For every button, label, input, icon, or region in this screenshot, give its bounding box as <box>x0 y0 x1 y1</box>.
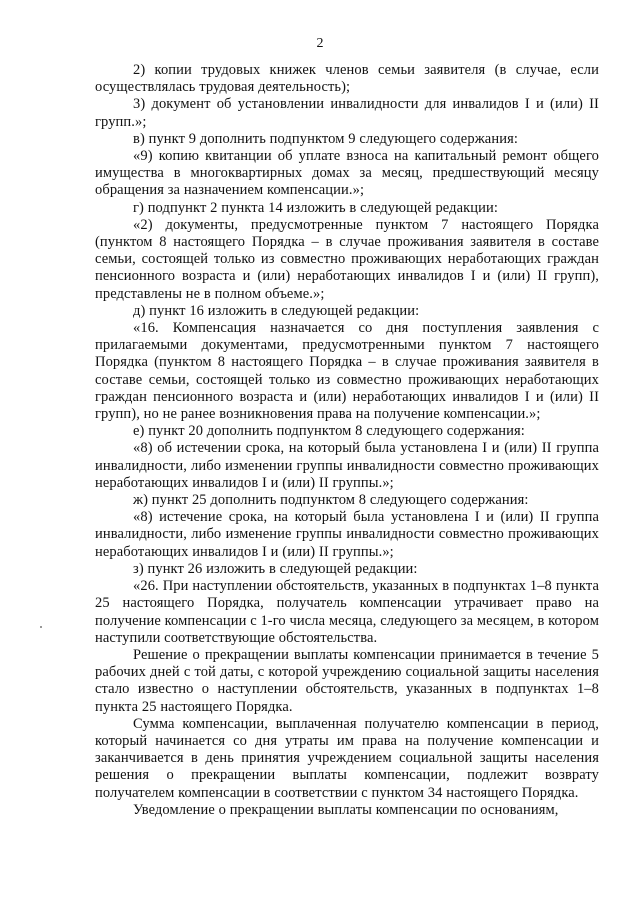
paragraph: Уведомление о прекращении выплаты компенсации по основаниям, <box>133 801 559 818</box>
page-number: 2 <box>316 36 324 51</box>
paragraph: «26. При наступлении обстоятельств, указанных в подпунктах 1–8 пункта 25 настоящего Порядка, получатель компенсации утрачивает право на получение компенсации с 1-го числа месяца, следующего за месяцем, в котором наступили соответствующие обстоятельства. <box>95 578 599 646</box>
paragraph: в) пункт 9 дополнить подпунктом 9 следующего содержания: <box>133 130 518 147</box>
paragraph: «8) истечение срока, на который была установлена I и (или) II группа инвалидности, либо изменение группы инвалидности совместно проживающих неработающих инвалидов I и (или) II группы.»; <box>95 509 599 560</box>
paragraph: Сумма компенсации, выплаченная получателю компенсации в период, который начинается со дня утраты им права на получение компенсации и заканчивается в день принятия учреждением социальной защиты населения решения о прекращении выплаты компенсации, подлежит возврату получателем компенсации в соответствии с пунктом 34 настоящего Порядка. <box>95 715 599 801</box>
paragraph: е) пункт 20 дополнить подпунктом 8 следующего содержания: <box>133 423 525 440</box>
document-body <box>95 62 599 819</box>
paragraph: г) подпункт 2 пункта 14 изложить в следующей редакции: <box>133 199 499 216</box>
paragraph: «9) копию квитанции об уплате взноса на капитальный ремонт общего имущества в многоквартирных домах за месяц, предшествующий месяцу обращения за назначением компенсации.»; <box>95 148 599 199</box>
paragraph: Решение о прекращении выплаты компенсации принимается в течение 5 рабочих дней с той даты, с которой учреждению социальной защиты населения стало известно о наступлении обстоятельств, указанных в подпунктах 1–8 пункта 25 настоящего Порядка. <box>95 646 599 715</box>
paragraph: 3) документ об установлении инвалидности для инвалидов I и (или) II групп.»; <box>95 96 599 130</box>
paragraph: д) пункт 16 изложить в следующей редакции: <box>133 302 420 319</box>
scan-speck <box>40 626 42 628</box>
paragraph: 2) копии трудовых книжек членов семьи заявителя (в случае, если осуществлялась трудовая деятельность); <box>95 62 599 96</box>
paragraph: з) пункт 26 изложить в следующей редакции: <box>133 560 418 577</box>
paragraph: «2) документы, предусмотренные пунктом 7 настоящего Порядка (пунктом 8 настоящего Порядка – в случае проживания заявителя в составе семьи, состоящей только из совместно проживающих неработающих граждан пенсионного возраста и (или) неработающих инвалидов I и (или) II групп), представлены не в полном объеме.»; <box>95 216 599 302</box>
paragraph: ж) пункт 25 дополнить подпунктом 8 следующего содержания: <box>133 492 529 509</box>
paragraph: «16. Компенсация назначается со дня поступления заявления с прилагаемыми документами, предусмотренными пунктом 7 настоящего Порядка (пунктом 8 настоящего Порядка – в случае проживания заявителя в составе семьи, состоящей только из совместно проживающих неработающих граждан пенсионного возраста и (или) неработающих инвалидов I и (или) II групп), но не ранее возникновения права на получение компенсации.»; <box>95 320 599 423</box>
paragraph: «8) об истечении срока, на который была установлена I и (или) II группа инвалидности, либо изменении группы инвалидности совместно проживающих неработающих инвалидов I и (или) II группы.»; <box>95 440 599 491</box>
